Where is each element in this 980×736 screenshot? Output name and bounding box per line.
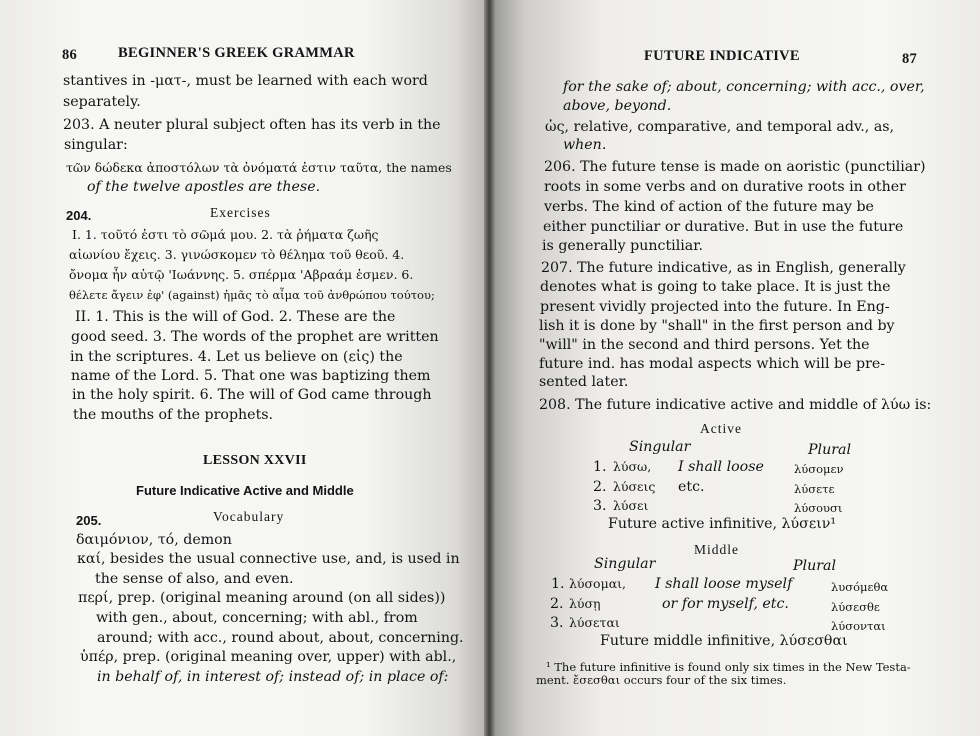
text-line: either punctiliar or durative. But in use the future xyxy=(543,219,904,235)
text-line: verbs. The kind of action of the future may be xyxy=(544,199,874,215)
exercise-line: good seed. 3. The words of the prophet are written xyxy=(71,329,439,345)
text-line: above, beyond. xyxy=(563,98,672,114)
vocab-entry: around; with acc., round about, about, concerning. xyxy=(97,630,464,646)
paradigm-num: 2. xyxy=(593,479,607,495)
section-number: 205. xyxy=(76,513,102,528)
singular-label: Singular xyxy=(594,556,656,572)
text-line: ὡς, relative, comparative, and temporal adv., as, xyxy=(545,119,895,135)
page-number: 87 xyxy=(902,51,918,67)
exercise-line: name of the Lord. 5. That one was baptizing them xyxy=(71,368,431,384)
text-line: 203. A neuter plural subject often has its verb in the xyxy=(63,117,441,133)
vocab-entry: with gen., about, concerning; with abl., from xyxy=(96,610,418,626)
lesson-subtitle: Future Indicative Active and Middle xyxy=(136,483,354,498)
text-line: roots in some verbs and on durative roots in other xyxy=(544,179,906,195)
paradigm-infinitive: Future active infinitive, λύσειν¹ xyxy=(608,516,837,532)
paradigm-num: 1. xyxy=(551,576,565,592)
section-number: 204. xyxy=(66,208,92,223)
vocab-entry: the sense of also, and even. xyxy=(95,571,294,587)
paradigm-plural: λύσουσι xyxy=(794,501,843,515)
page-number: 86 xyxy=(62,47,78,63)
paradigm-num: 3. xyxy=(550,615,564,631)
exercise-line: I. 1. τοῦτό ἐστι τὸ σῶμά μου. 2. τὰ ῥήματα ζωῆς xyxy=(72,227,379,242)
paradigm-singular: λύσομαι, xyxy=(569,576,627,591)
right-page xyxy=(496,0,980,736)
paradigm-singular: λύσει xyxy=(613,498,649,513)
vocab-entry: in behalf of, in interest of; instead of; in place of: xyxy=(97,669,449,685)
text-line: future ind. has modal aspects which will be pre- xyxy=(539,356,886,372)
text-line: for the sake of; about, concerning; with acc., over, xyxy=(563,79,925,95)
paradigm-plural: λυσόμεθα xyxy=(831,580,889,594)
text-line: 208. The future indicative active and middle of λύω is: xyxy=(539,397,932,413)
vocab-entry: περί, prep. (original meaning around (on all sides)) xyxy=(78,590,446,606)
text-line: "will" in the second and third persons. Yet the xyxy=(539,337,870,353)
text-line: of the twelve apostles are these. xyxy=(87,179,321,195)
running-head: BEGINNER'S GREEK GRAMMAR xyxy=(118,45,355,61)
paradigm-plural: λύσεσθε xyxy=(831,600,880,614)
exercise-line: ὄνομα ἦν αὐτῷ 'Ιωάννης. 5. σπέρμα 'Αβραάμ ἐσμεν. 6. xyxy=(69,267,414,282)
paradigm-gloss: etc. xyxy=(678,479,705,495)
text-line: lish it is done by "shall" in the first person and by xyxy=(539,318,895,334)
paradigm-gloss: I shall loose xyxy=(678,459,764,475)
paradigm-gloss: I shall loose myself xyxy=(655,576,793,592)
running-head: FUTURE INDICATIVE xyxy=(644,48,800,64)
paradigm-num: 2. xyxy=(550,596,564,612)
text-line: separately. xyxy=(63,94,141,110)
exercise-line: II. 1. This is the will of God. 2. These are the xyxy=(75,309,396,325)
paradigm-heading-middle: Middle xyxy=(694,542,739,557)
vocab-entry: δαιμόνιον, τό, demon xyxy=(76,532,232,548)
paradigm-singular: λύσω, xyxy=(613,459,652,474)
vocab-entry: καί, besides the usual connective use, and, is used in xyxy=(77,551,460,567)
footnote-line: ¹ The future infinitive is found only six times in the New Testa- xyxy=(546,660,911,674)
book-gutter xyxy=(484,0,496,736)
paradigm-num: 1. xyxy=(593,459,607,475)
paradigm-heading-active: Active xyxy=(700,421,742,436)
paradigm-gloss: or for myself, etc. xyxy=(662,596,789,612)
plural-label: Plural xyxy=(808,442,851,458)
paradigm-plural: λύσονται xyxy=(831,619,886,633)
text-line: when. xyxy=(563,137,607,153)
exercise-line: αἰωνίου ἔχεις. 3. γινώσκομεν τὸ θέλημα τοῦ θεοῦ. 4. xyxy=(69,247,405,262)
paradigm-plural: λύσομεν xyxy=(794,462,844,476)
plural-label: Plural xyxy=(793,558,836,574)
text-line: 207. The future indicative, as in English, generally xyxy=(541,260,906,276)
paradigm-plural: λύσετε xyxy=(794,482,835,496)
exercise-line: in the scriptures. 4. Let us believe on (εἰς) the xyxy=(70,349,403,365)
exercise-line: the mouths of the prophets. xyxy=(73,407,274,423)
section-heading: Exercises xyxy=(210,205,271,220)
exercise-line: θέλετε ἄγειν ἐφ' (against) ἡμᾶς τὸ αἷμα τοῦ ἀνθρώπου τούτου; xyxy=(69,288,435,302)
vocab-entry: ὑπέρ, prep. (original meaning over, upper) with abl., xyxy=(80,649,457,665)
text-line: sented later. xyxy=(539,374,629,390)
paradigm-num: 3. xyxy=(593,498,607,514)
section-heading: Vocabulary xyxy=(213,509,285,524)
text-line: present vividly projected into the future. In Eng- xyxy=(540,299,890,315)
footnote-line: ment. ἔσεσθαι occurs four of the six times. xyxy=(536,673,787,687)
singular-label: Singular xyxy=(629,439,691,455)
paradigm-singular: λύσῃ xyxy=(569,596,601,611)
text-line: is generally punctiliar. xyxy=(542,238,703,254)
lesson-title: LESSON XXVII xyxy=(203,453,307,468)
paradigm-singular: λύσεις xyxy=(613,479,656,494)
greek-example: τῶν δώδεκα ἀποστόλων τὰ ὀνόματά ἐστιν ταῦτα, the names xyxy=(66,160,452,175)
text-line: stantives in -ματ-, must be learned with each word xyxy=(63,73,428,89)
exercise-line: in the holy spirit. 6. The will of God came through xyxy=(72,387,432,403)
left-page xyxy=(0,0,484,736)
paradigm-singular: λύσεται xyxy=(569,615,620,630)
text-line: 206. The future tense is made on aoristic (punctiliar) xyxy=(544,159,926,175)
paradigm-infinitive: Future middle infinitive, λύσεσθαι xyxy=(600,633,848,649)
text-line: singular: xyxy=(64,137,128,153)
text-line: denotes what is going to take place. It is just the xyxy=(540,279,891,295)
